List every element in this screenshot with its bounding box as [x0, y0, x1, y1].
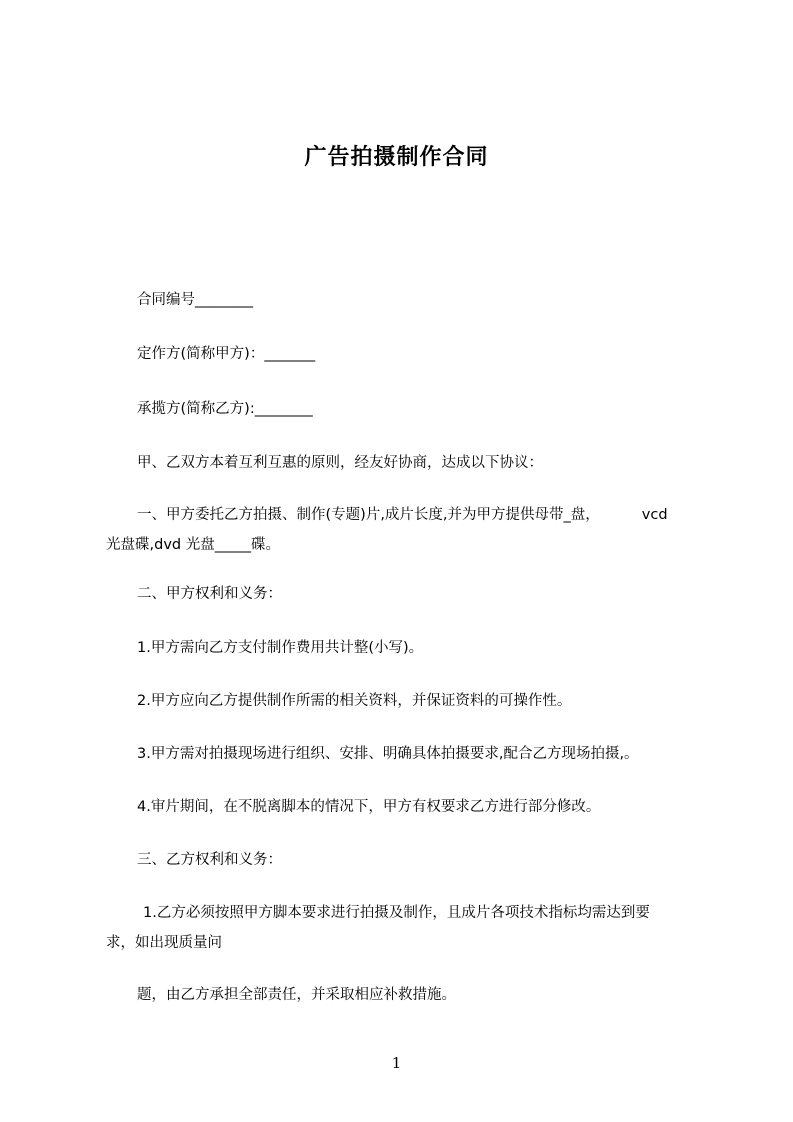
- section-3-item-1-line-1: 1.乙方必须按照甲方脚本要求进行拍摄及制作，且成片各项技术指标均需达到要: [143, 905, 650, 921]
- section-3-item-1: [106, 898, 706, 958]
- section-2-item-4: 4.审片期间，在不脱离脚本的情况下，甲方有权要求乙方进行部分修改。: [137, 799, 601, 815]
- clause-1-line-1: [106, 500, 706, 530]
- section-3-item-1-line-2: 求，如出现质量问: [106, 935, 222, 951]
- clause-1-text: 一、甲方委托乙方拍摄、制作(专题)片,成片长度,并为甲方提供母带_盘，: [137, 507, 600, 523]
- clause-1-paragraph: [106, 500, 706, 560]
- clause-1-vcd: vcd: [641, 507, 668, 523]
- section-2-heading: 二、甲方权利和义务：: [137, 586, 282, 602]
- section-3-item-1-continued: 题，由乙方承担全部责任，并采取相应补救措施。: [137, 987, 456, 1003]
- contract-number-field: 合同编号________: [137, 292, 253, 308]
- party-b-field: 承揽方(简称乙方):________: [137, 401, 313, 417]
- page-number: 1: [391, 1054, 402, 1072]
- section-2-item-3: 3.甲方需对拍摄现场进行组织、安排、明确具体拍摄要求,配合乙方现场拍摄,。: [137, 746, 639, 762]
- section-2-item-1: 1.甲方需向乙方支付制作费用共计整(小写)。: [137, 640, 424, 656]
- section-2-item-2: 2.甲方应向乙方提供制作所需的相关资料，并保证资料的可操作性。: [137, 693, 572, 709]
- intro-paragraph: 甲、乙双方本着互利互惠的原则，经友好协商，达成以下协议：: [137, 455, 543, 471]
- clause-1-line-2: 光盘碟,dvd 光盘_____碟。: [106, 537, 280, 553]
- party-a-field: 定作方(简称甲方)：_______: [137, 346, 316, 362]
- document-title: 广告拍摄制作合同: [304, 145, 489, 170]
- section-3-heading: 三、乙方权利和义务：: [137, 852, 282, 868]
